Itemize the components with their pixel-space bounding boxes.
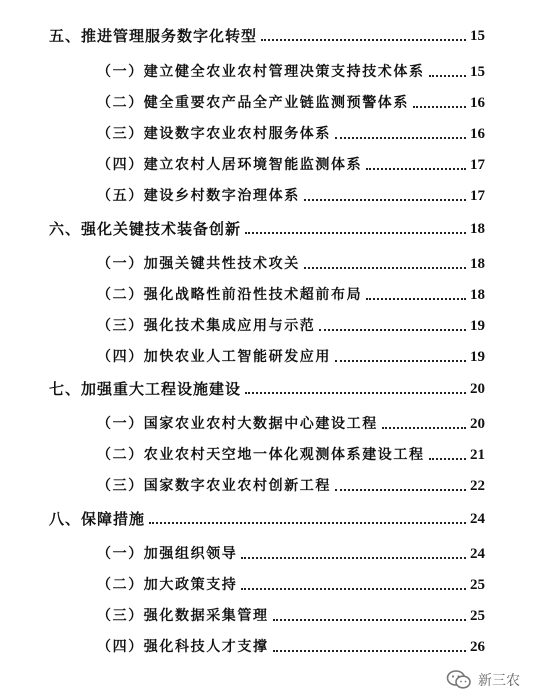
dot-leader (241, 556, 466, 559)
dot-leader (241, 587, 466, 590)
toc-entry-page: 15 (470, 64, 485, 80)
toc-entry-label: （二）健全重要农产品全产业链监测预警体系 (97, 95, 409, 111)
wechat-icon (446, 669, 472, 691)
toc-entry-label: （一）加强组织领导 (97, 546, 238, 562)
toc-entry-8-2[interactable] (97, 572, 485, 594)
dot-leader (429, 457, 466, 460)
toc-entry-page: 19 (470, 318, 485, 334)
toc-entry-label: （五）建设乡村数字治理体系 (97, 188, 300, 204)
toc-entry-section-6[interactable] (49, 216, 485, 238)
watermark-text: 新三农 (478, 673, 520, 689)
toc-entry-6-4[interactable] (97, 344, 485, 366)
toc-entry-page: 20 (470, 416, 485, 432)
toc-entry-label: （一）国家农业农村大数据中心建设工程 (97, 416, 378, 432)
toc-entry-label: 七、加强重大工程设施建设 (49, 380, 242, 398)
dot-leader (245, 391, 466, 394)
toc-entry-page: 18 (470, 256, 485, 272)
toc-entry-label: （三）建设数字农业农村服务体系 (97, 126, 331, 142)
toc-entry-5-5[interactable] (97, 183, 485, 205)
toc-entry-label: （三）强化技术集成应用与示范 (97, 318, 316, 334)
toc-entry-page: 18 (470, 221, 485, 237)
toc-entry-page: 24 (470, 546, 485, 562)
toc-entry-8-3[interactable] (97, 603, 485, 625)
toc-entry-page: 20 (470, 381, 485, 397)
toc-entry-page: 24 (470, 511, 485, 527)
toc-entry-page: 21 (470, 447, 485, 463)
dot-leader (382, 426, 466, 429)
toc-entry-page: 22 (470, 478, 485, 494)
dot-leader (245, 231, 466, 234)
dot-leader (366, 167, 466, 170)
dot-leader (304, 266, 466, 269)
toc-entry-section-8[interactable] (49, 506, 485, 528)
toc-entry-label: （四）加快农业人工智能研发应用 (97, 349, 331, 365)
dot-leader (335, 359, 466, 362)
toc-entry-section-5[interactable] (49, 23, 485, 45)
toc-entry-page: 25 (470, 608, 485, 624)
toc-entry-label: 六、强化关键技术装备创新 (49, 220, 242, 238)
dot-leader (335, 488, 466, 491)
toc-entry-page: 25 (470, 577, 485, 593)
dot-leader (273, 618, 466, 621)
toc-entry-8-4[interactable] (97, 634, 485, 656)
toc-entry-6-3[interactable] (97, 313, 485, 335)
toc-entry-label: （三）国家数字农业农村创新工程 (97, 478, 331, 494)
toc-entry-label: （一）建立健全农业农村管理决策支持技术体系 (97, 64, 425, 80)
toc-entry-page: 19 (470, 349, 485, 365)
toc-entry-6-1[interactable] (97, 251, 485, 273)
toc-entry-page: 16 (470, 95, 485, 111)
toc-entry-5-1[interactable] (97, 59, 485, 81)
dot-leader (429, 74, 466, 77)
toc-entry-label: （一）加强关键共性技术攻关 (97, 256, 300, 272)
dot-leader (366, 297, 466, 300)
toc-entry-page: 16 (470, 126, 485, 142)
toc-entry-section-7[interactable] (49, 376, 485, 398)
dot-leader (304, 198, 466, 201)
toc-entry-page: 17 (470, 157, 485, 173)
toc-entry-5-4[interactable] (97, 152, 485, 174)
toc-entry-7-1[interactable] (97, 411, 485, 433)
dot-leader (261, 38, 466, 41)
dot-leader (319, 328, 466, 331)
toc-entry-label: （四）建立农村人居环境智能监测体系 (97, 157, 363, 173)
toc-entry-label: 五、推进管理服务数字化转型 (49, 27, 258, 45)
toc-entry-7-3[interactable] (97, 473, 485, 495)
dot-leader (273, 649, 466, 652)
toc-entry-page: 15 (470, 28, 485, 44)
dot-leader (413, 105, 466, 108)
toc-entry-label: （二）加大政策支持 (97, 577, 238, 593)
toc-entry-page: 26 (470, 639, 485, 655)
toc-entry-page: 17 (470, 188, 485, 204)
toc-entry-label: （二）强化战略性前沿性技术超前布局 (97, 287, 363, 303)
dot-leader (149, 521, 466, 524)
toc-entry-8-1[interactable] (97, 541, 485, 563)
toc-entry-label: （三）强化数据采集管理 (97, 608, 269, 624)
toc-entry-7-2[interactable] (97, 442, 485, 464)
toc-entry-5-3[interactable] (97, 121, 485, 143)
toc-entry-5-2[interactable] (97, 90, 485, 112)
toc-entry-label: （四）强化科技人才支撑 (97, 639, 269, 655)
toc-entry-6-2[interactable] (97, 282, 485, 304)
watermark (446, 669, 520, 691)
toc-entry-label: 八、保障措施 (49, 510, 146, 528)
toc-entry-label: （二）农业农村天空地一体化观测体系建设工程 (97, 447, 425, 463)
toc-entry-page: 18 (470, 287, 485, 303)
dot-leader (335, 136, 466, 139)
